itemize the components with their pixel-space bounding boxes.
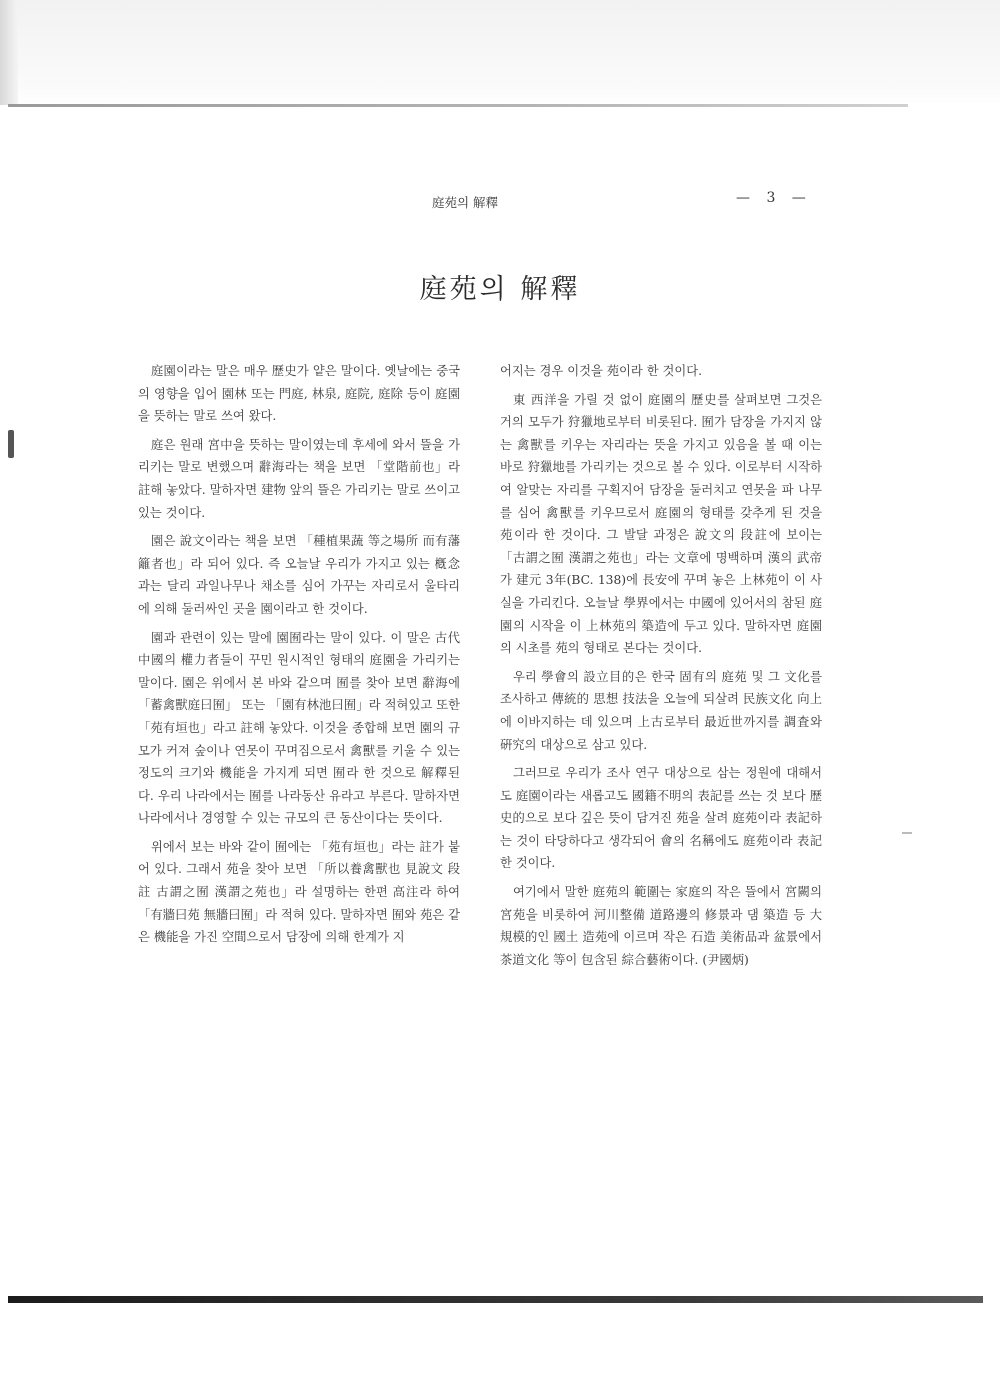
binding-mark bbox=[8, 430, 14, 458]
scan-top-edge-line bbox=[8, 104, 908, 107]
right-paragraph-5: 여기에서 말한 庭苑의 範圍는 家庭의 작은 뜰에서 宮闕의 宮苑을 비롯하여 河川整備 道路邊의 修景과 댐 築造 등 大規模的인 國土 造苑에 이르며 작은 石造 美術品과 盆景에서 茶道文化 等이 包含된 綜合藝術이다. (尹國炳) bbox=[500, 885, 822, 967]
scan-shadow-top bbox=[0, 0, 1000, 105]
right-column bbox=[500, 360, 822, 977]
left-paragraph-1: 庭園이라는 말은 매우 歷史가 얕은 말이다. 옛날에는 중국의 영향을 입어 園林 또는 門庭, 林泉, 庭院, 庭除 등이 庭園을 뜻하는 말로 쓰여 왔다. bbox=[138, 364, 460, 424]
scan-shadow-left bbox=[0, 0, 18, 105]
scan-bottom-edge-line bbox=[8, 1296, 983, 1303]
left-paragraph-5: 위에서 보는 바와 같이 囿에는 「苑有垣也」라는 註가 붙어 있다. 그래서 苑을 찾아 보면 「所以養禽獸也 見說文 段註 古謂之囿 漢謂之苑也」라 설명하는 한편 高注라 하여 「有牆曰苑 無牆曰囿」라 적혀 있다. 말하자면 囿와 苑은 같은 機能을 가진 空間으로서 담장에 의해 한계가 지 bbox=[138, 839, 460, 945]
left-column bbox=[138, 360, 460, 955]
left-paragraph-4: 園과 관련이 있는 말에 園囿라는 말이 있다. 이 말은 古代 中國의 權力者들이 꾸민 원시적인 형태의 庭園을 가리키는 말이다. 園은 위에서 본 바와 같으며 囿를 찾아 보면 辭海에 「蓄禽獸庭曰囿」 또는 「園有林池曰囿」라 적혀있고 또한 「苑有垣也」라고 註해 놓았다. 이것을 종합해 보면 園의 규모가 커져 숲이나 연못이 꾸며짐으로서 禽獸를 키울 수 있는 정도의 크기와 機能을 가지게 되면 囿라 한 것으로 解釋된다. 우리 나라에서는 囿를 나라동산 유라고 부른다. 말하자면 나라에서나 경영할 수 있는 규모의 큰 동산이다는 뜻이다. bbox=[138, 630, 460, 826]
stray-mark bbox=[902, 832, 912, 834]
left-paragraph-3: 園은 說文이라는 책을 보면 「種植果蔬 等之場所 而有藩籬者也」라 되어 있다. 즉 오늘날 우리가 가지고 있는 槪念과는 달리 과일나무나 채소를 심어 가꾸는 자리로서 울타리에 의해 둘러싸인 곳을 園이라고 한 것이다. bbox=[138, 534, 460, 616]
right-paragraph-3: 우리 學會의 設立目的은 한국 固有의 庭苑 및 그 文化를 조사하고 傳統的 思想 技法을 오늘에 되살려 民族文化 向上에 이바지하는 데 있으며 上古로부터 最近世까지를 調査와 硏究의 대상으로 삼고 있다. bbox=[500, 669, 822, 752]
right-paragraph-1: 어지는 경우 이것을 苑이라 한 것이다. bbox=[500, 364, 703, 378]
running-header-title: 庭苑의 解釋 bbox=[432, 195, 499, 210]
right-paragraph-4: 그러므로 우리가 조사 연구 대상으로 삼는 정원에 대해서도 庭園이라는 새롭고도 國籍不明의 表記를 쓰는 것 보다 歷史的으로 보다 깊은 뜻이 담겨진 苑을 살려 庭苑이라 表記하는 것이 타당하다고 생각되어 會의 名稱에도 庭苑이라 表記한 것이다. bbox=[500, 766, 822, 871]
left-paragraph-2: 庭은 원래 宮中을 뜻하는 말이였는데 후세에 와서 뜰을 가리키는 말로 변했으며 辭海라는 책을 보면 「堂階前也」라 註해 놓았다. 말하자면 建物 앞의 뜰은 가리키는 말로 쓰이고 있는 것이다. bbox=[138, 437, 460, 520]
right-paragraph-2: 東 西洋을 가릴 것 없이 庭園의 歷史를 살펴보면 그것은 거의 모두가 狩獵地로부터 비롯된다. 囿가 담장을 가지지 않는 禽獸를 키우는 자리라는 뜻을 가지고 있음을 볼 때 이는 바로 狩獵地를 가리키는 것으로 볼 수 있다. 이로부터 시작하여 알맞는 자리를 구획지어 담장을 둘러치고 연못을 파 나무를 심어 禽獸를 키우므로서 庭園의 형태를 갖추게 된 것을 苑이라 한 것이다. 그 발달 과정은 說文의 段註에 보이는 「古謂之囿 漢謂之苑也」라는 文章에 명백하며 漢의 武帝가 建元 3年(BC. 138)에 長安에 꾸며 놓은 上林苑이 이 사실을 가리킨다. 오늘날 學界에서는 中國에 있어서의 참된 庭園의 시작을 이 上林苑의 築造에 두고 있다. 말하자면 庭園의 시초를 苑의 형태로 본다는 것이다. bbox=[500, 392, 822, 656]
article-title: 庭苑의 解釋 bbox=[419, 274, 581, 305]
page-number: — 3 — bbox=[736, 190, 812, 206]
